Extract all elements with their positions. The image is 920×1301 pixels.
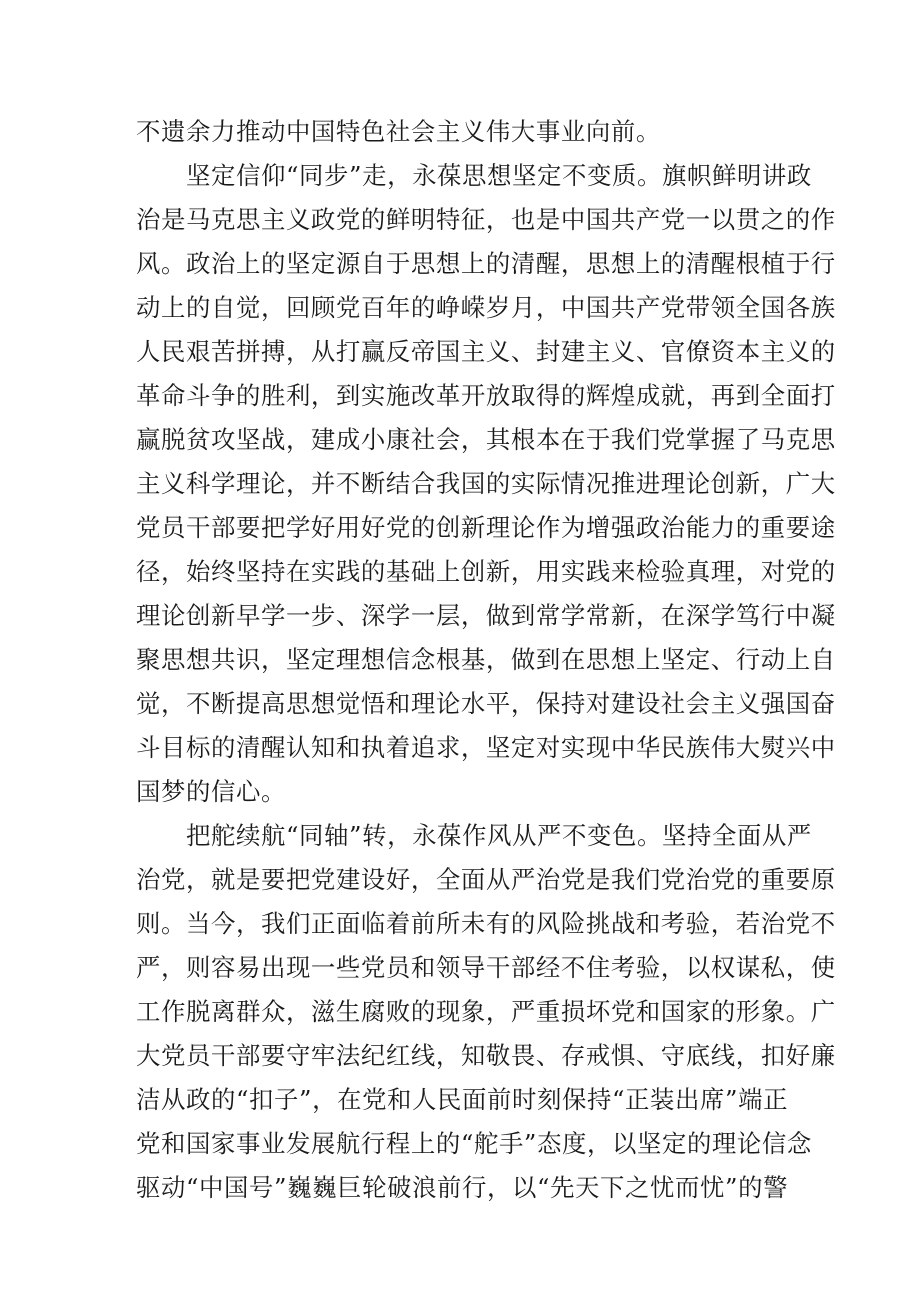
text-line: 洁从政的“扣子”，在党和人民面前时刻保持“正装出席”端正 xyxy=(136,1085,789,1114)
text-line: 赢脱贫攻坚战，建成小康社会，其根本在于我们党掌握了马克思 xyxy=(136,425,836,454)
text-line: 聚思想共识，坚定理想信念根基，做到在思想上坚定、行动上自 xyxy=(136,645,836,674)
text-line: 驱动“中国号”巍巍巨轮破浪前行，以“先天下之忧而忧”的警 xyxy=(136,1173,789,1202)
text-line: 革命斗争的胜利，到实施改革开放取得的辉煌成就，再到全面打 xyxy=(136,381,836,410)
text-line: 大党员干部要守牢法纪红线，知敬畏、存戒惧、守底线，扣好廉 xyxy=(136,1041,836,1070)
text-line: 则。当今，我们正面临着前所未有的风险挑战和考验，若治党不 xyxy=(136,909,836,938)
text-line: 坚定信仰“同步”走，永葆思想坚定不变质。旗帜鲜明讲政 xyxy=(186,161,812,190)
text-line: 严，则容易出现一些党员和领导干部经不住考验，以权谋私，使 xyxy=(136,953,836,982)
paragraph-faith xyxy=(136,154,836,814)
text-line: 国梦的信心。 xyxy=(136,777,286,806)
text-line: 治党，就是要把党建设好，全面从严治党是我们党治党的重要原 xyxy=(136,865,836,894)
document-body xyxy=(136,110,836,1210)
text-line: 觉，不断提高思想觉悟和理论水平，保持对建设社会主义强国奋 xyxy=(136,689,836,718)
paragraph-discipline xyxy=(136,814,836,1210)
text-line: 径，始终坚持在实践的基础上创新，用实践来检验真理，对党的 xyxy=(136,557,836,586)
text-line: 不遗余力推动中国特色社会主义伟大事业向前。 xyxy=(136,117,661,146)
text-line: 党员干部要把学好用好党的创新理论作为增强政治能力的重要途 xyxy=(136,513,836,542)
text-line: 人民艰苦拼搏，从打赢反帝国主义、封建主义、官僚资本主义的 xyxy=(136,337,836,366)
text-line: 治是马克思主义政党的鲜明特征，也是中国共产党一以贯之的作 xyxy=(136,205,836,234)
text-line: 风。政治上的坚定源自于思想上的清醒，思想上的清醒根植于行 xyxy=(136,249,836,278)
text-line: 主义科学理论，并不断结合我国的实际情况推进理论创新，广大 xyxy=(136,469,836,498)
text-line: 党和国家事业发展航行程上的“舵手”态度，以坚定的理论信念 xyxy=(136,1129,812,1158)
text-line: 动上的自觉，回顾党百年的峥嵘岁月，中国共产党带领全国各族 xyxy=(136,293,836,322)
text-line: 把舵续航“同轴”转，永葆作风从严不变色。坚持全面从严 xyxy=(186,821,812,850)
text-line: 斗目标的清醒认知和执着追求，坚定对实现中华民族伟大熨兴中 xyxy=(136,733,836,762)
text-line: 理论创新早学一步、深学一层，做到常学常新，在深学笃行中凝 xyxy=(136,601,836,630)
paragraph-continuation xyxy=(136,110,786,154)
text-line: 工作脱离群众，滋生腐败的现象，严重损坏党和国家的形象。广 xyxy=(136,997,836,1026)
